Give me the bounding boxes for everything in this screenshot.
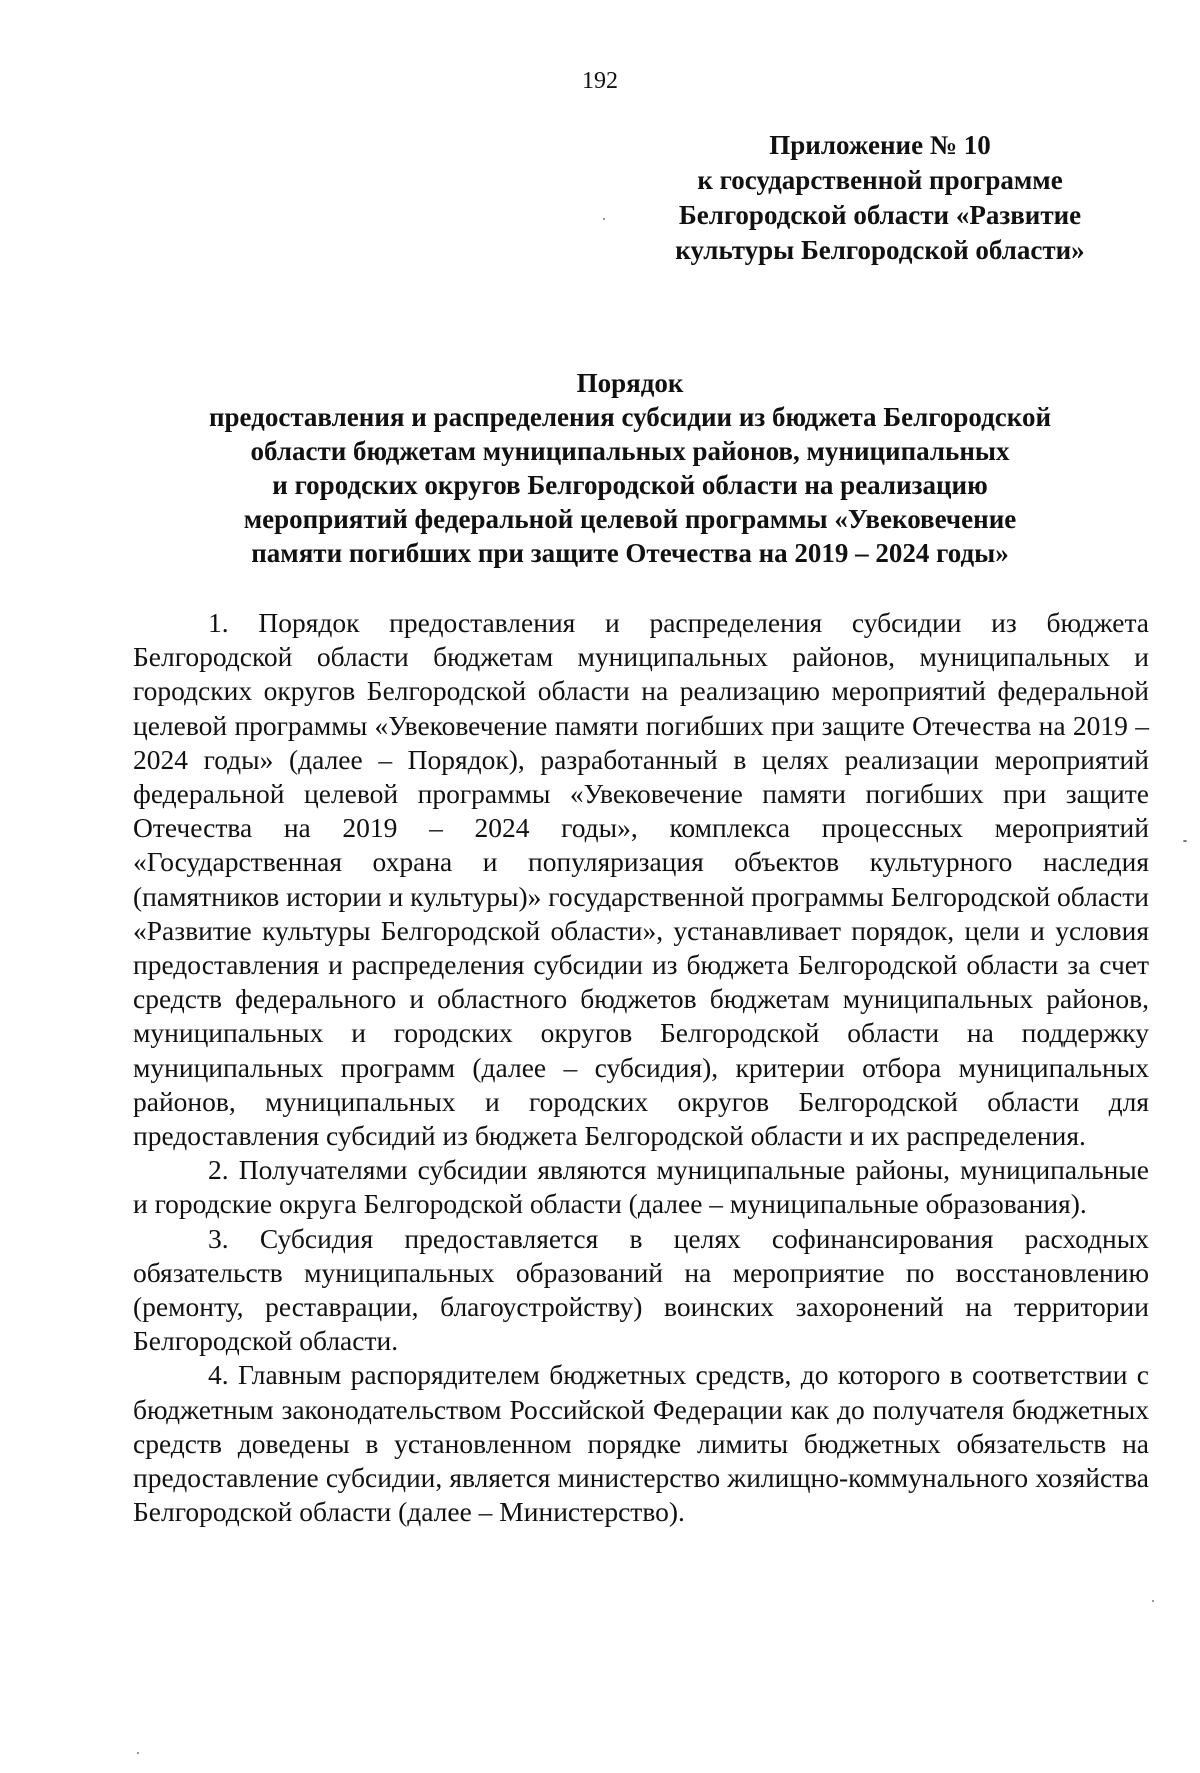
appendix-line: культуры Белгородской области» [675, 235, 1085, 265]
paragraph-3: 3. Субсидия предоставляется в целях софинансирования расходных обязательств муниципальных образований на мероприятие по восстановлению (ремонту, реставрации, благоустройству) воинских захоронений на территории Белгородской области. [133, 1222, 1149, 1357]
scan-speck [137, 1752, 139, 1754]
paragraph-1: 1. Порядок предоставления и распределения субсидии из бюджета Белгородской области бюджетам муниципальных районов, муниципальных и городских округов Белгородской области на реализацию мероприятий федеральной целевой программы «Увековечение памяти погибших при защите Отечества на 2019 – 2024 годы» (далее – Порядок), разработанный в целях реализации мероприятий федеральной целевой программы «Увековечение памяти погибших при защите Отечества на 2019 – 2024 годы», комплекса процессных мероприятий «Государственная охрана и популяризация объектов культурного наследия (памятников истории и культуры)» государственной программы Белгородской области «Развитие культуры Белгородской области», устанавливает порядок, цели и условия предоставления и распределения субсидии из бюджета Белгородской области за счет средств федерального и областного бюджетов бюджетам муниципальных районов, муниципальных и городских округов Белгородской области на поддержку муниципальных программ (далее – субсидия), критерии отбора муниципальных районов, муниципальных и городских округов Белгородской области для предоставления субсидий из бюджета Белгородской области и их распределения. [133, 607, 1149, 1152]
scan-speck [603, 218, 605, 220]
title-line: памяти погибших при защите Отечества на 2019 – 2024 годы» [251, 538, 1009, 568]
appendix-line: Приложение № 10 [769, 130, 991, 160]
document-title [130, 366, 1130, 570]
paragraph-2: 2. Получателями субсидии являются муниципальные районы, муниципальные и городские округа Белгородской области (далее – муниципальные образования). [133, 1154, 1149, 1220]
appendix-header [640, 128, 1120, 268]
title-heading: Порядок [576, 368, 684, 398]
title-line: области бюджетам муниципальных районов, муниципальных [250, 436, 1010, 466]
scan-speck [1152, 1600, 1154, 1602]
title-line: мероприятий федеральной целевой программы «Увековечение [243, 504, 1017, 534]
page-number: 192 [582, 68, 618, 94]
title-line: и городских округов Белгородской области на реализацию [272, 470, 988, 500]
title-line: предоставления и распределения субсидии из бюджета Белгородской [208, 402, 1051, 432]
appendix-line: к государственной программе [697, 165, 1063, 195]
scan-speck [1183, 840, 1187, 842]
paragraph-4: 4. Главным распорядителем бюджетных средств, до которого в соответствии с бюджетным законодательством Российской Федерации как до получателя бюджетных средств доведены в установленном порядке лимиты бюджетных обязательств на предоставление субсидии, является министерство жилищно-коммунального хозяйства Белгородской области (далее – Министерство). [133, 1359, 1149, 1528]
appendix-line: Белгородской области «Развитие [678, 200, 1082, 230]
document-body [133, 606, 1149, 1529]
